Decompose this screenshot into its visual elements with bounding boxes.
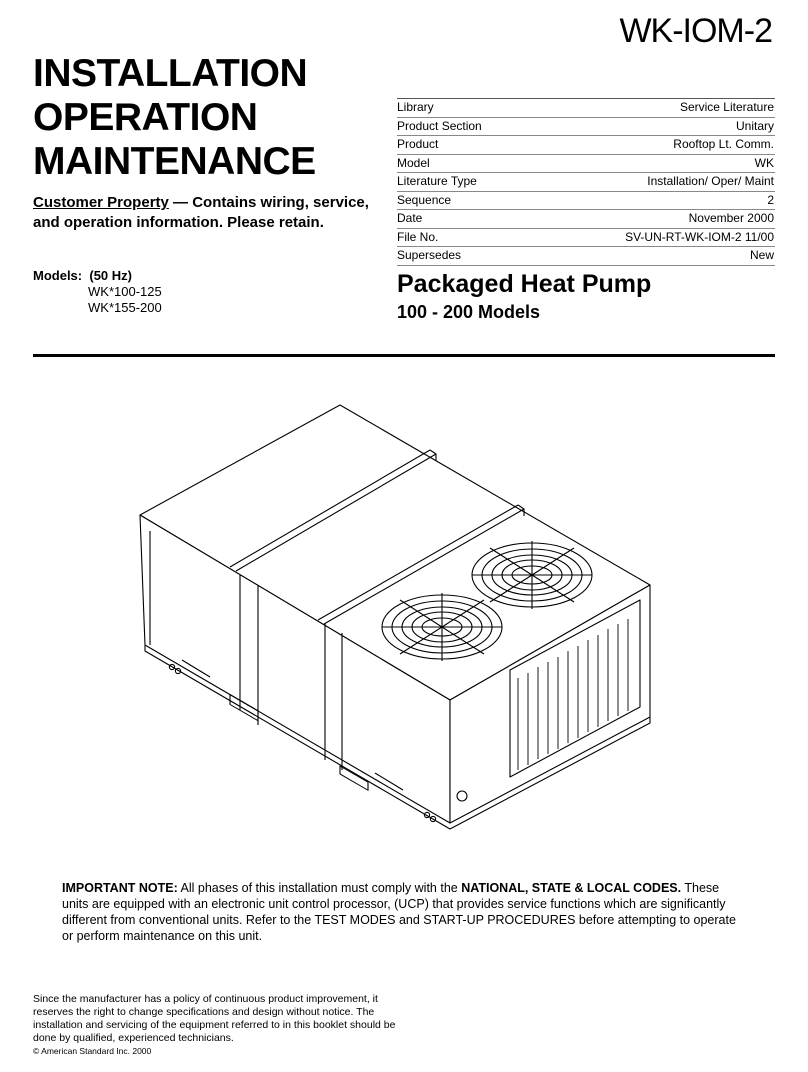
- table-row: [397, 210, 775, 229]
- model-range-1: WK*100-125: [88, 284, 162, 299]
- model-range-2: WK*155-200: [88, 300, 162, 315]
- table-row: [397, 136, 775, 155]
- important-note-text-2: These units are equipped with an electronic unit control processor, (UCP) that provides service functions which are significantly different from conventional units. Refer to the TEST MODES and START-UP PROCEDURES before attempting to operate or perform maintenance on this unit.: [62, 881, 736, 943]
- row-value: New: [535, 247, 776, 266]
- page-title: [33, 52, 316, 184]
- row-label: Product: [397, 136, 535, 155]
- models-block: [33, 268, 162, 316]
- row-label: File No.: [397, 228, 535, 247]
- models-frequency: (50 Hz): [89, 268, 132, 283]
- section-divider: [33, 354, 775, 357]
- table-row: [397, 247, 775, 266]
- literature-info-table: [397, 98, 775, 266]
- disclaimer: [33, 993, 408, 1058]
- disclaimer-text: Since the manufacturer has a policy of continuous product improvement, it reserves the right to change specifications and design without notice. The installation and servicing of the equipment referred to in this booklet should be done by qualified, experienced technicians.: [33, 993, 396, 1044]
- row-label: Product Section: [397, 117, 535, 136]
- models-label: Models:: [33, 268, 83, 283]
- important-note: [62, 880, 742, 944]
- row-label: Model: [397, 154, 535, 173]
- row-value: Service Literature: [535, 99, 776, 118]
- document-code: WK-IOM-2: [619, 12, 772, 50]
- table-row: [397, 117, 775, 136]
- row-label: Supersedes: [397, 247, 535, 266]
- important-note-codes: NATIONAL, STATE & LOCAL CODES.: [461, 881, 682, 895]
- row-value: Unitary: [535, 117, 776, 136]
- row-label: Literature Type: [397, 173, 535, 192]
- customer-property-notice: [33, 193, 378, 233]
- table-row: [397, 99, 775, 118]
- important-note-text-1: All phases of this installation must comply with the: [177, 881, 462, 895]
- product-subtitle: 100 - 200 Models: [397, 302, 541, 322]
- table-row: [397, 173, 775, 192]
- row-value: SV-UN-RT-WK-IOM-2 11/00: [535, 228, 776, 247]
- row-label: Sequence: [397, 191, 535, 210]
- table-row: [397, 228, 775, 247]
- table-row: [397, 154, 775, 173]
- table-row: [397, 191, 775, 210]
- important-note-label: IMPORTANT NOTE:: [62, 881, 178, 895]
- row-value: WK: [535, 154, 776, 173]
- product-title: Packaged Heat Pump: [397, 270, 652, 298]
- row-label: Library: [397, 99, 535, 118]
- row-value: 2: [535, 191, 776, 210]
- row-label: Date: [397, 210, 535, 229]
- row-value: Installation/ Oper/ Maint: [535, 173, 776, 192]
- row-value: November 2000: [535, 210, 776, 229]
- customer-property-text: — Contains wiring, service, and operation information. Please retain.: [33, 194, 369, 231]
- title-line-installation: INSTALLATION: [33, 52, 308, 95]
- title-line-operation: OPERATION: [33, 96, 258, 139]
- row-value: Rooftop Lt. Comm.: [535, 136, 776, 155]
- packaged-heat-pump-illustration: [120, 395, 680, 845]
- title-line-maintenance: MAINTENANCE: [33, 140, 316, 183]
- customer-property-label: Customer Property: [33, 194, 169, 211]
- copyright: © American Standard Inc. 2000: [33, 1046, 152, 1056]
